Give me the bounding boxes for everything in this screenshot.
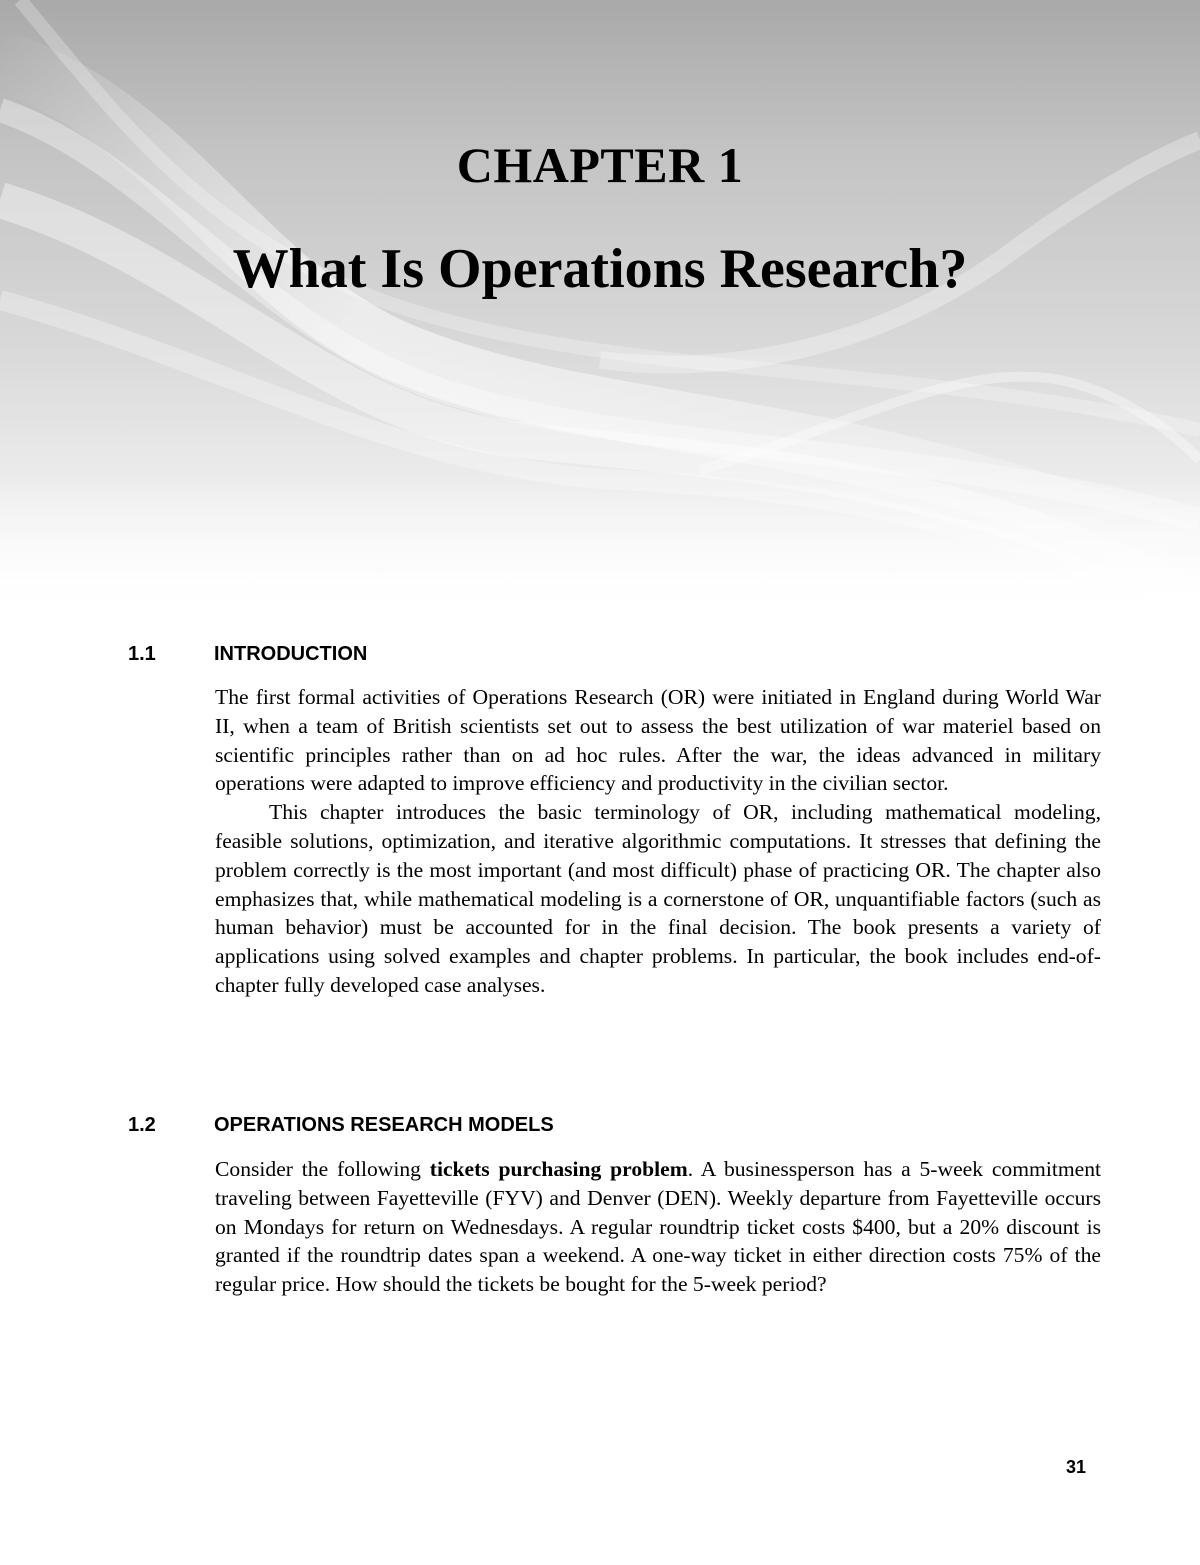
section-title: INTRODUCTION <box>214 643 368 665</box>
paragraph: This chapter introduces the basic terminology of OR, including mathematical modeling, feasible solutions, optimization, and iterative algorithmic computations. It stresses that defining the problem correctly is the most important (and most difficult) phase of practicing OR. The chapter also emphasizes that, while mathematical modeling is a cornerstone of OR, unquantifiable factors (such as human behavior) must be accounted for in the final decision. The book presents a variety of applications using solved examples and chapter problems. In particular, the book includes end-of-chapter fully developed case analyses. <box>215 800 1101 997</box>
page-number: 31 <box>1066 1457 1087 1477</box>
section-number: 1.2 <box>128 1114 156 1136</box>
paragraph-text: Consider the following <box>215 1157 430 1181</box>
section-number: 1.1 <box>128 643 156 665</box>
section-body-operations-research-models <box>215 1155 1101 1299</box>
paragraph <box>215 1155 1101 1299</box>
swirl-decoration-icon <box>0 0 1200 620</box>
section-heading-introduction <box>128 641 367 667</box>
section-body-introduction <box>215 683 1101 1000</box>
section-title: OPERATIONS RESEARCH MODELS <box>214 1114 554 1136</box>
chapter-label: CHAPTER 1 <box>456 137 744 193</box>
chapter-title: What Is Operations Research? <box>232 238 968 300</box>
bold-term: tickets purchasing problem <box>429 1157 688 1181</box>
paragraph: The first formal activities of Operations Research (OR) were initiated in England during World War II, when a team of British scientists set out to assess the best utilization of war materiel based on scientific principles rather than on ad hoc rules. After the war, the ideas advanced in military operations were adapted to improve efficiency and productivity in the civilian sector. <box>215 685 1101 796</box>
chapter-banner-background <box>0 0 1200 620</box>
paragraph-text: . A businessperson has a 5-week commitment traveling between Fayetteville (FYV) and Denver (DEN). Weekly departure from Fayetteville occurs on Mondays for return on Wednesdays. A regular roundtrip ticket costs $400, but a 20% discount is granted if the roundtrip dates span a weekend. A one-way ticket in either direction costs 75% of the regular price. How should the tickets be bought for the 5-week period? <box>215 1157 1102 1297</box>
section-heading-operations-research-models <box>128 1112 554 1138</box>
